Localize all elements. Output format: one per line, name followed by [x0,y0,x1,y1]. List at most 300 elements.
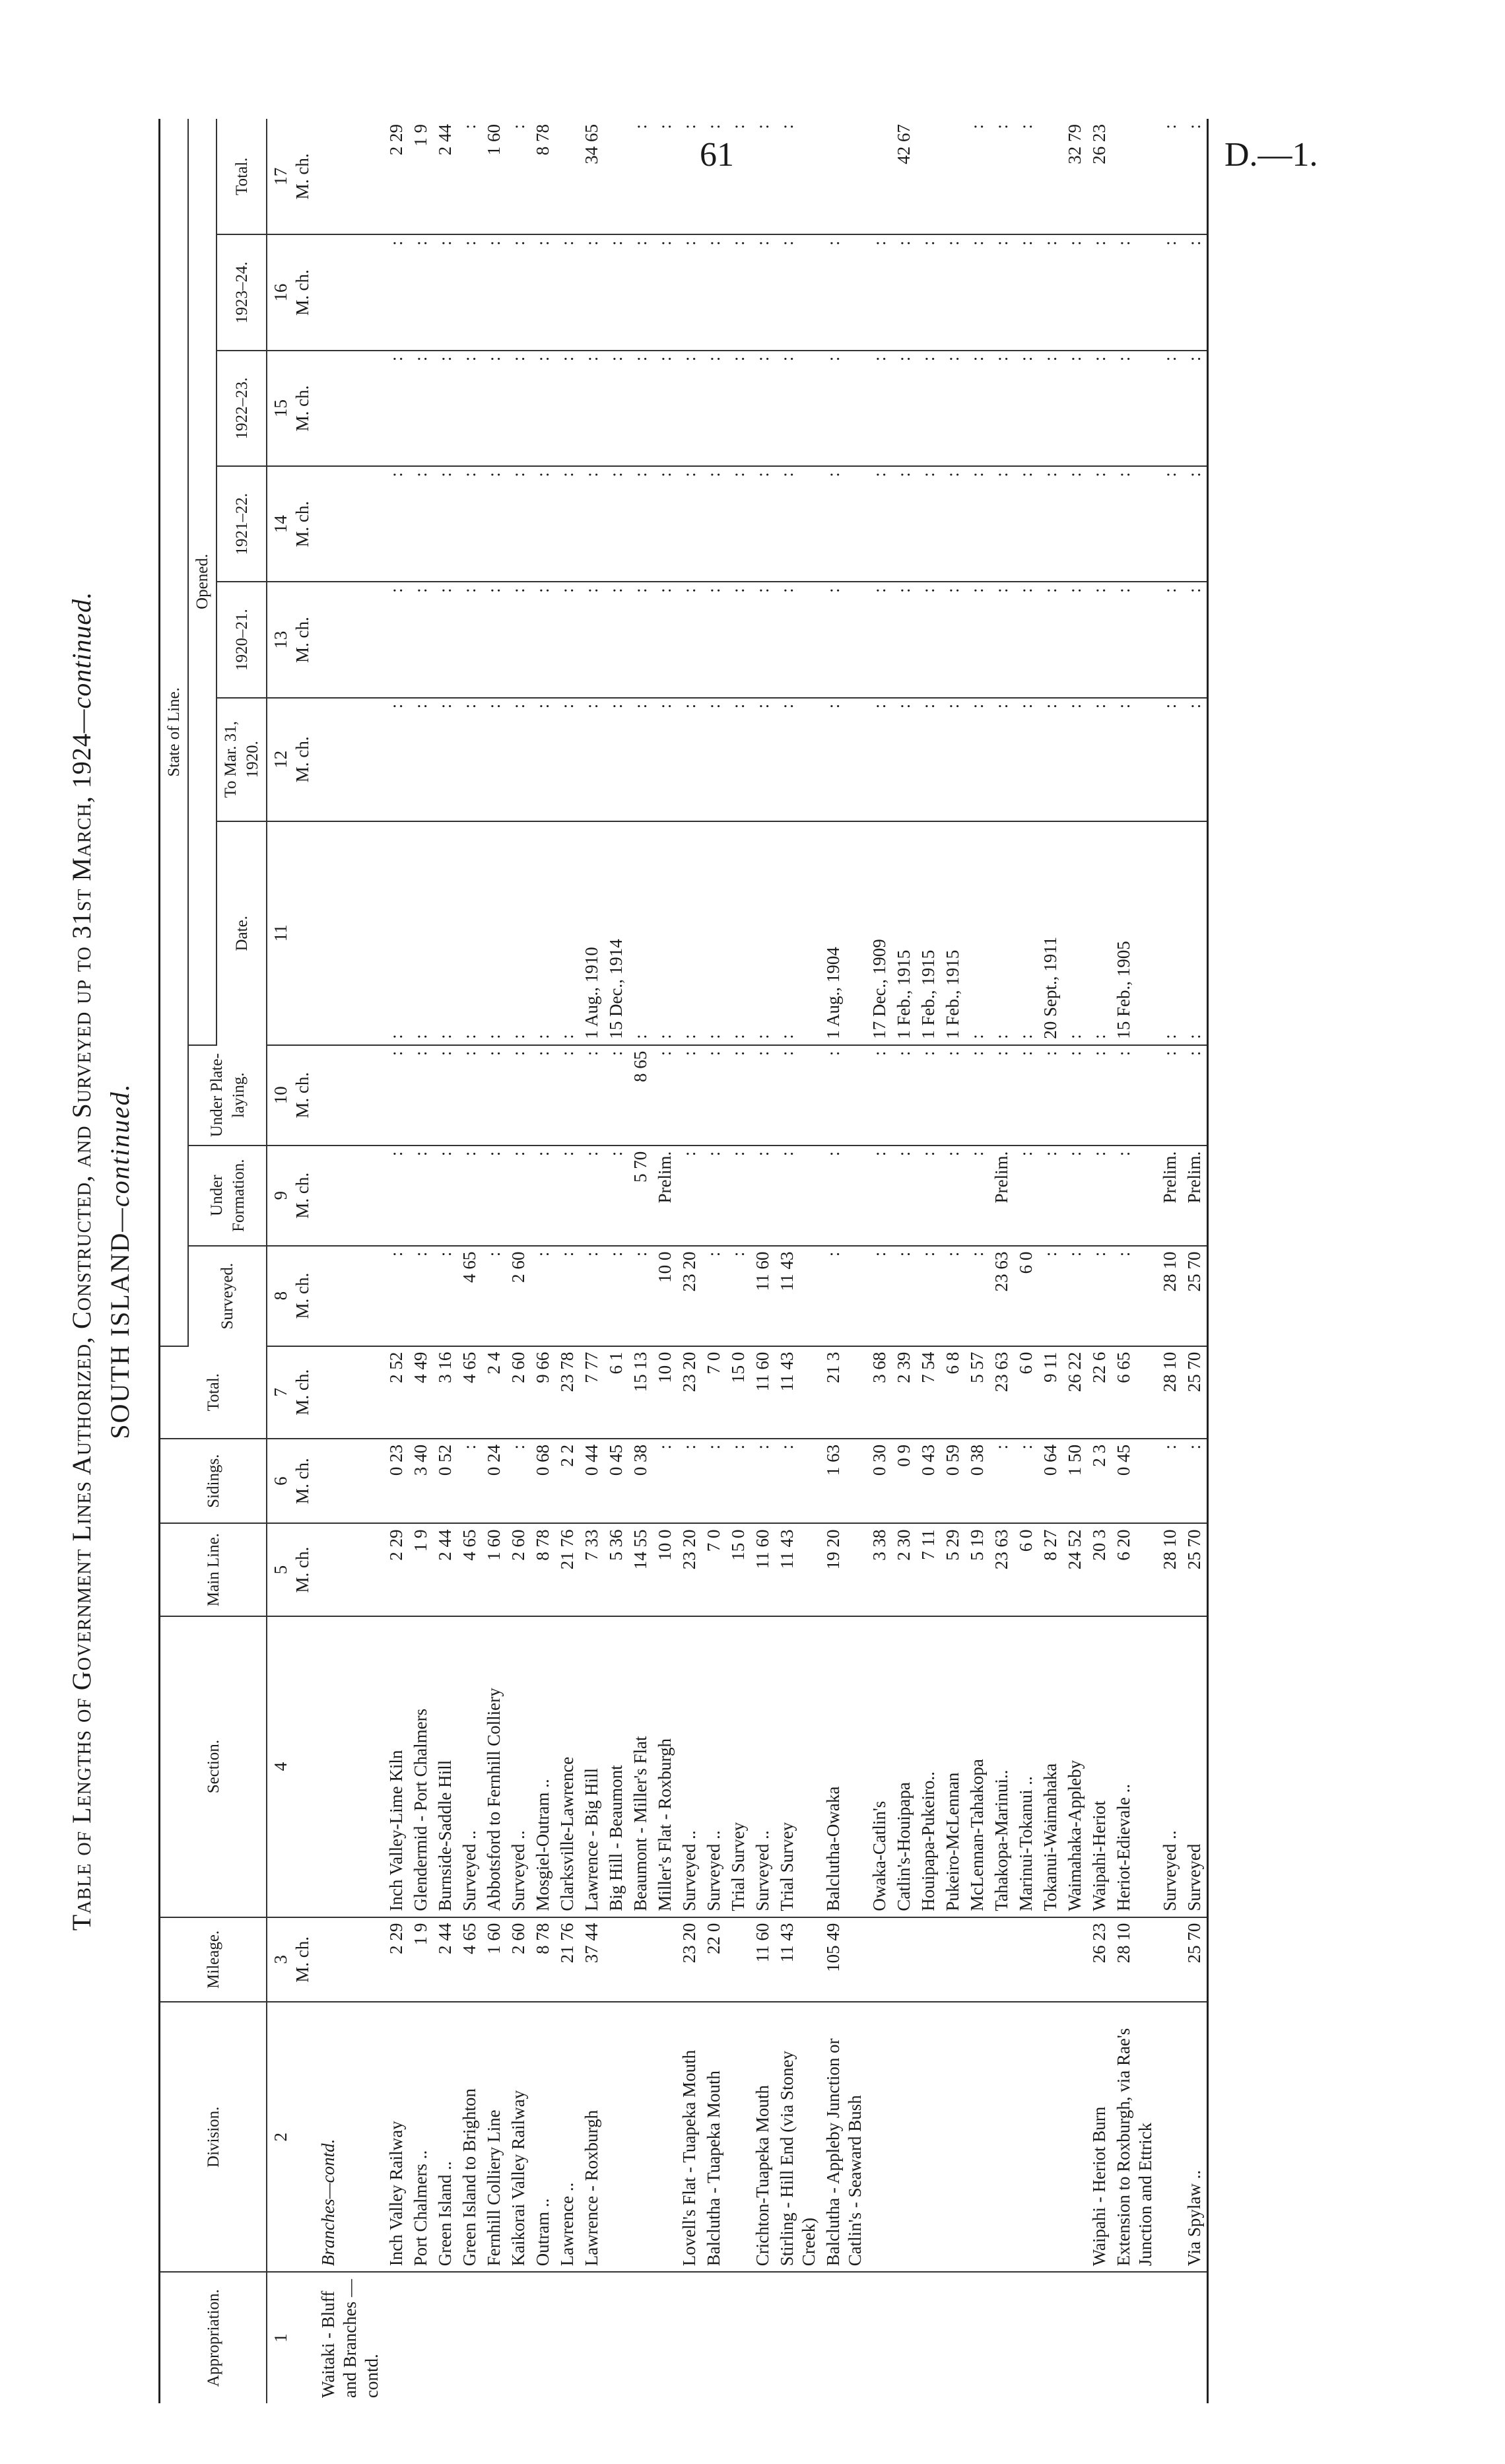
cell-mileage [989,1917,1014,2002]
cell-sidings: 0 24 [482,1439,506,1524]
cell-section [316,1616,384,1917]
cell-total: 23 20 [677,1346,702,1439]
cell-to-mar-1920: : [580,698,604,821]
cell-1920-21: : [916,582,941,697]
cell-under-platelaying: : [726,1045,751,1146]
cell-1923-24: : [867,234,892,350]
cell-surveyed: : [867,1246,892,1346]
cell-total: 15 0 [726,1346,751,1439]
cell-appropriation [677,2272,702,2403]
cell-1921-22: : [1014,466,1038,582]
cell-appropriation [892,2272,916,2403]
header-division: Division. [160,2002,267,2272]
cell-appropriation [1014,2272,1038,2403]
cell-total: 28 10 [1158,1346,1182,1439]
cell-1920-21: : [580,582,604,697]
cell-1923-24: : [941,234,965,350]
header-1920-21: 1920–21. [217,582,267,697]
cell-surveyed: : [531,1246,555,1346]
cell-main-line: 5 19 [965,1523,989,1616]
cell-under-formation: Prelim. [1182,1146,1208,1246]
cell-1922-23: : [989,351,1014,466]
cell-surveyed: : [892,1246,916,1346]
table-row [751,119,775,2403]
cell-1923-24: : [653,234,677,350]
cell-under-platelaying: : [457,1045,482,1146]
cell-sidings: 0 52 [433,1439,457,1524]
table-row [1063,119,1087,2403]
cell-1923-24: : [1063,234,1087,350]
cell-1922-23: : [1038,351,1063,466]
col-number: 1 [271,2333,290,2343]
cell-1921-22: : [726,466,751,582]
cell-section: Waipahi-Heriot [1087,1616,1112,1917]
cell-sidings: : [726,1439,751,1524]
cell-total: 10 0 [653,1346,677,1439]
cell-sidings: 2 2 [555,1439,580,1524]
col-number: 10 M. ch. [267,1045,316,1146]
cell-mileage: 28 10 [1112,1917,1158,2002]
cell-main-line: 2 30 [892,1523,916,1616]
cell-1920-21 [316,582,384,697]
table-row [821,119,867,2403]
cell-division [989,2002,1014,2272]
cell-1920-21: : [867,582,892,697]
cell-opened-total [916,119,941,234]
cell-to-mar-1920: : [457,698,482,821]
cell-total: 7 77 [580,1346,604,1439]
cell-total [316,1346,384,1439]
cell-mileage [1038,1917,1063,2002]
cell-main-line: 23 20 [677,1523,702,1616]
cell-division [1014,2002,1038,2272]
cell-1921-22: : [1182,466,1208,582]
cell-1920-21: : [1158,582,1182,697]
cell-date: : [775,821,821,1045]
cell-1923-24: : [1158,234,1182,350]
table-row [604,119,628,2403]
cell-to-mar-1920: : [1087,698,1112,821]
cell-1920-21: : [482,582,506,697]
cell-1921-22: : [580,466,604,582]
cell-under-platelaying: : [1063,1045,1087,1146]
cell-section: Heriot-Edievale .. [1112,1616,1158,1917]
cell-under-formation: Prelim. [989,1146,1014,1246]
cell-total: 23 78 [555,1346,580,1439]
cell-1922-23: : [677,351,702,466]
cell-date: 17 Dec., 1909 [867,821,892,1045]
cell-1922-23: : [702,351,726,466]
cell-division: Green Island .. [433,2002,457,2272]
cell-section: Big Hill - Beaumont [604,1616,628,1917]
table-row [506,119,531,2403]
cell-total: 2 4 [482,1346,506,1439]
header-total: Total. [160,1346,267,1439]
cell-1920-21: : [989,582,1014,697]
cell-date: : [384,821,409,1045]
table-row [1158,119,1182,2403]
cell-1920-21: : [531,582,555,697]
cell-1920-21: : [1182,582,1208,697]
cell-opened-total: : [775,119,821,234]
cell-under-platelaying: : [482,1045,506,1146]
cell-under-formation: : [677,1146,702,1246]
cell-surveyed: : [916,1246,941,1346]
cell-appropriation [775,2272,821,2403]
cell-1921-22: : [1087,466,1112,582]
cell-1923-24: : [604,234,628,350]
cell-mileage: 4 65 [457,1917,482,2002]
cell-division [916,2002,941,2272]
cell-sidings: 1 50 [1063,1439,1087,1524]
region-continued: —continued. [105,1083,135,1232]
cell-section: Balclutha-Owaka [821,1616,867,1917]
cell-1920-21: : [1014,582,1038,697]
cell-mileage [965,1917,989,2002]
cell-1920-21: : [677,582,702,697]
cell-surveyed: 23 63 [989,1246,1014,1346]
cell-sidings: 0 68 [531,1439,555,1524]
cell-1921-22: : [916,466,941,582]
cell-division: Waipahi - Heriot Burn [1087,2002,1112,2272]
cell-under-platelaying: : [1014,1045,1038,1146]
cell-under-platelaying: : [965,1045,989,1146]
cell-section: Inch Valley-Lime Kiln [384,1616,409,1917]
cell-1922-23: : [506,351,531,466]
cell-1921-22: : [965,466,989,582]
cell-total: 9 66 [531,1346,555,1439]
cell-1921-22: : [821,466,867,582]
region-name: SOUTH ISLAND [105,1231,135,1439]
cell-1921-22: : [1158,466,1182,582]
cell-section: Marinui-Tokanui .. [1014,1616,1038,1917]
cell-under-platelaying: : [989,1045,1014,1146]
cell-mileage: 2 60 [506,1917,531,2002]
cell-date: : [677,821,702,1045]
cell-division: Via Spylaw .. [1182,2002,1208,2272]
table-row [316,119,384,2403]
cell-appropriation: Waitaki - Bluff and Branches —contd. [318,2279,382,2398]
header-opened: Opened. [188,119,217,1045]
cell-to-mar-1920: : [384,698,409,821]
cell-division: Crichton-Tuapeka Mouth [751,2002,775,2272]
document-reference: D.—1. [1224,136,1318,174]
cell-section: Surveyed .. [702,1616,726,1917]
cell-date: : [702,821,726,1045]
cell-division: Balclutha - Appleby Junction or Catlin's - Seaward Bush [821,2002,867,2272]
cell-1923-24: : [892,234,916,350]
cell-date: : [482,821,506,1045]
page-number: 61 [700,136,734,174]
cell-surveyed: 11 43 [775,1246,821,1346]
cell-section: Catlin's-Houipapa [892,1616,916,1917]
cell-division [867,2002,892,2272]
cell-1923-24: : [821,234,867,350]
cell-section: Pukeiro-McLennan [941,1616,965,1917]
cell-under-formation: : [1014,1146,1038,1246]
cell-date: : [1014,821,1038,1045]
cell-total: 9 11 [1038,1346,1063,1439]
cell-main-line: 20 3 [1087,1523,1112,1616]
cell-1920-21: : [1038,582,1063,697]
cell-sidings [316,1439,384,1524]
cell-opened-total: : [653,119,677,234]
cell-1923-24: : [965,234,989,350]
cell-mileage: 21 76 [555,1917,580,2002]
cell-under-formation: Prelim. [653,1146,677,1246]
cell-under-formation: 5 70 [628,1146,653,1246]
cell-1922-23: : [531,351,555,466]
cell-1921-22: : [506,466,531,582]
cell-opened-total: 26 23 [1087,119,1112,234]
cell-total: 3 68 [867,1346,892,1439]
rotated-table-page [66,119,1399,2403]
cell-division: Stirling - Hill End (via Stoney Creek) [775,2002,821,2272]
cell-under-formation: : [775,1146,821,1246]
cell-total: 6 1 [604,1346,628,1439]
header-appropriation: Appropriation. [160,2272,267,2403]
cell-date: : [653,821,677,1045]
cell-1921-22: : [384,466,409,582]
cell-1920-21: : [506,582,531,697]
cell-division [965,2002,989,2272]
cell-section: Waimahaka-Appleby [1063,1616,1087,1917]
cell-surveyed: : [821,1246,867,1346]
table-row [775,119,821,2403]
cell-to-mar-1920: : [867,698,892,821]
cell-1922-23: : [726,351,751,466]
cell-sidings: 0 30 [867,1439,892,1524]
cell-sidings: 0 45 [604,1439,628,1524]
cell-main-line: 14 55 [628,1523,653,1616]
cell-date: : [965,821,989,1045]
cell-mileage: 2 44 [433,1917,457,2002]
col-number: 6 M. ch. [267,1439,316,1524]
col-number: 15 M. ch. [267,351,316,466]
cell-opened-total: : [457,119,482,234]
cell-opened-total: : [751,119,775,234]
cell-opened-total [604,119,628,234]
cell-total: 15 13 [628,1346,653,1439]
cell-date: : [457,821,482,1045]
cell-appropriation [726,2272,751,2403]
cell-to-mar-1920: : [1112,698,1158,821]
table-row [726,119,751,2403]
cell-appropriation [989,2272,1014,2403]
cell-under-formation: : [867,1146,892,1246]
col-number: 16 M. ch. [267,234,316,350]
cell-1923-24: : [628,234,653,350]
cell-to-mar-1920: : [1158,698,1182,821]
cell-opened-total [1112,119,1158,234]
cell-opened-total: 1 60 [482,119,506,234]
header-section: Section. [160,1616,267,1917]
cell-1923-24: : [482,234,506,350]
cell-total: 25 70 [1182,1346,1208,1439]
cell-appropriation [433,2272,457,2403]
table-title-main: Table of Lengths of Government Lines Authorized, Constructed, and Surveyed up to 31st March, 1924 [67,733,96,1931]
cell-1922-23: : [555,351,580,466]
col-number: 4 [267,1616,316,1917]
cell-division: Port Chalmers .. [409,2002,433,2272]
cell-mileage: 2 29 [384,1917,409,2002]
table-row [1038,119,1063,2403]
cell-date: : [433,821,457,1045]
cell-to-mar-1920: : [555,698,580,821]
cell-opened-total: : [726,119,751,234]
cell-surveyed: : [604,1246,628,1346]
cell-under-platelaying: : [677,1045,702,1146]
cell-1922-23: : [1014,351,1038,466]
cell-under-platelaying: : [1087,1045,1112,1146]
cell-1921-22: : [775,466,821,582]
cell-under-platelaying: : [821,1045,867,1146]
cell-main-line: 21 76 [555,1523,580,1616]
cell-1921-22: : [867,466,892,582]
table-row [965,119,989,2403]
cell-sidings: : [702,1439,726,1524]
cell-sidings: : [1158,1439,1182,1524]
table-row [433,119,457,2403]
cell-mileage: 22 0 [702,1917,726,2002]
cell-total: 3 16 [433,1346,457,1439]
cell-date: 15 Dec., 1914 [604,821,628,1045]
cell-1921-22: : [457,466,482,582]
cell-main-line: 8 78 [531,1523,555,1616]
cell-surveyed: 25 70 [1182,1246,1208,1346]
cell-surveyed: : [555,1246,580,1346]
cell-section: McLennan-Tahakopa [965,1616,989,1917]
cell-1923-24: : [433,234,457,350]
cell-under-formation: : [941,1146,965,1246]
header-1921-22: 1921–22. [217,466,267,582]
header-main-line: Main Line. [160,1523,267,1616]
cell-1920-21: : [751,582,775,697]
col-number: 12 M. ch. [267,698,316,821]
cell-sidings: 0 44 [580,1439,604,1524]
cell-to-mar-1920: : [677,698,702,821]
cell-surveyed: : [702,1246,726,1346]
cell-to-mar-1920: : [821,698,867,821]
cell-mileage [653,1917,677,2002]
cell-1922-23: : [433,351,457,466]
cell-1920-21: : [1087,582,1112,697]
cell-section: Surveyed .. [751,1616,775,1917]
col-number: 8 M. ch. [267,1246,316,1346]
cell-1922-23: : [1158,351,1182,466]
cell-appropriation [604,2272,628,2403]
cell-surveyed: 4 65 [457,1246,482,1346]
table-row [1112,119,1158,2403]
cell-date: : [506,821,531,1045]
cell-1921-22: : [482,466,506,582]
cell-1921-22: : [653,466,677,582]
cell-division [1063,2002,1087,2272]
cell-1921-22: : [433,466,457,582]
cell-main-line: 6 20 [1112,1523,1158,1616]
header-mileage: Mileage. [160,1917,267,2002]
cell-mileage: 37 44 [580,1917,604,2002]
cell-date: : [628,821,653,1045]
cell-surveyed: : [1087,1246,1112,1346]
cell-surveyed: : [628,1246,653,1346]
header-to-mar-1920: To Mar. 31, 1920. [217,698,267,821]
cell-appropriation [941,2272,965,2403]
cell-1923-24: : [1112,234,1158,350]
cell-1922-23: : [604,351,628,466]
cell-division: Extension to Roxburgh, via Rae's Junction and Ettrick [1112,2002,1158,2272]
cell-section: Tahakopa-Marinui.. [989,1616,1014,1917]
cell-division [1038,2002,1063,2272]
col-number: 11 [267,821,316,1045]
col-number: 3 M. ch. [267,1917,316,2002]
cell-1920-21: : [1063,582,1087,697]
cell-1921-22: : [531,466,555,582]
cell-main-line: 15 0 [726,1523,751,1616]
cell-surveyed: : [1038,1246,1063,1346]
table-title-continued: —continued. [67,591,96,734]
cell-section: Surveyed .. [457,1616,482,1917]
cell-division [1158,2002,1182,2272]
header-under-platelaying: Under Plate-laying. [188,1045,267,1146]
cell-mileage [941,1917,965,2002]
cell-mileage [628,1917,653,2002]
cell-under-formation: : [702,1146,726,1246]
cell-appropriation [1087,2272,1112,2403]
cell-1922-23: : [916,351,941,466]
cell-1921-22: : [751,466,775,582]
cell-division [628,2002,653,2272]
cell-under-platelaying: : [604,1045,628,1146]
col-number: 2 [267,2002,316,2272]
cell-1923-24: : [457,234,482,350]
cell-under-formation: : [916,1146,941,1246]
table-row [384,119,409,2403]
cell-under-platelaying: 8 65 [628,1045,653,1146]
cell-total: 7 54 [916,1346,941,1439]
cell-to-mar-1920: : [409,698,433,821]
cell-1923-24: : [384,234,409,350]
cell-main-line: 11 60 [751,1523,775,1616]
cell-1922-23: : [867,351,892,466]
cell-under-platelaying: : [384,1045,409,1146]
cell-surveyed: 28 10 [1158,1246,1182,1346]
header-1922-23: 1922–23. [217,351,267,466]
cell-section: Beaumont - Miller's Flat [628,1616,653,1917]
cell-1920-21: : [457,582,482,697]
cell-mileage: 23 20 [677,1917,702,2002]
cell-to-mar-1920: : [653,698,677,821]
cell-section: Lawrence - Big Hill [580,1616,604,1917]
cell-main-line: 28 10 [1158,1523,1182,1616]
cell-mileage [726,1917,751,2002]
cell-main-line: 2 60 [506,1523,531,1616]
cell-under-platelaying: : [892,1045,916,1146]
cell-appropriation [409,2272,433,2403]
cell-opened-total [941,119,965,234]
cell-under-formation: Prelim. [1158,1146,1182,1246]
cell-sidings: : [775,1439,821,1524]
header-date: Date. [217,821,267,1045]
cell-main-line: 10 0 [653,1523,677,1616]
cell-section: Tokanui-Waimahaka [1038,1616,1063,1917]
cell-under-formation: : [580,1146,604,1246]
cell-opened-total: 2 29 [384,119,409,234]
cell-under-platelaying: : [555,1045,580,1146]
table-row [482,119,506,2403]
cell-under-formation: : [751,1146,775,1246]
cell-appropriation [1112,2272,1158,2403]
